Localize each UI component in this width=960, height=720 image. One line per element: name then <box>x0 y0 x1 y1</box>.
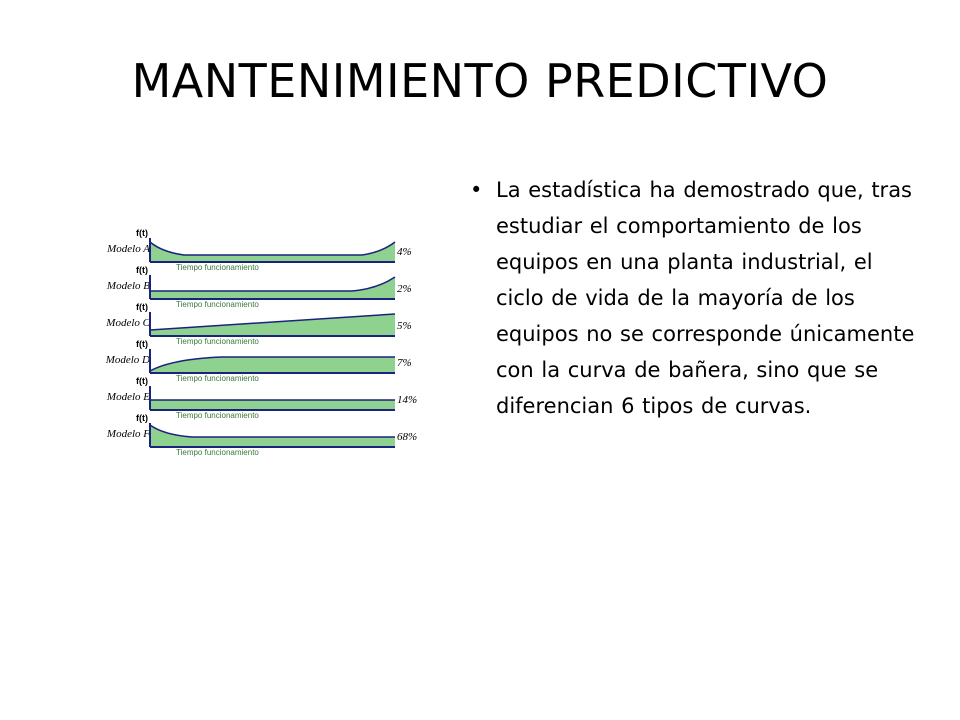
bullet-dot-icon: • <box>470 178 483 202</box>
ft-axis-label: f(t) <box>136 376 148 386</box>
axis-caption: Tiempo funcionamiento <box>176 337 259 346</box>
ft-axis-label: f(t) <box>136 339 148 349</box>
ft-axis-label: f(t) <box>136 228 148 238</box>
model-e-percent: 14% <box>397 394 418 406</box>
axis-caption: Tiempo funcionamiento <box>176 411 259 420</box>
ft-axis-label: f(t) <box>136 302 148 312</box>
model-a-label: Modelo A <box>107 243 150 255</box>
axis-caption: Tiempo funcionamiento <box>176 263 259 272</box>
bullet-text: La estadística ha demostrado que, tras estudiar el comportamiento de los equipos en una planta industrial, el ciclo de vida de la mayoría de los equipos no se corresponde únicamente con la curva de bañera, sino que se diferencian 6 tipos de curvas. <box>496 178 915 418</box>
failure-curves-figure <box>92 228 432 460</box>
model-c-percent: 5% <box>397 320 412 332</box>
model-d-percent: 7% <box>397 357 412 369</box>
model-c-label: Modelo C <box>106 317 150 329</box>
model-f-row <box>92 413 432 457</box>
axis-caption: Tiempo funcionamiento <box>176 374 259 383</box>
model-f-label: Modelo F <box>106 428 150 440</box>
axis-caption: Tiempo funcionamiento <box>176 448 259 457</box>
model-f-percent: 68% <box>397 431 418 443</box>
model-a-percent: 4% <box>397 246 412 258</box>
model-b-label: Modelo B <box>106 280 150 292</box>
ft-axis-label: f(t) <box>136 265 148 275</box>
slide-title: MANTENIMIENTO PREDICTIVO <box>131 54 829 108</box>
axis-caption: Tiempo funcionamiento <box>176 300 259 309</box>
model-e-label: Modelo E <box>106 391 150 403</box>
model-d-label: Modelo D <box>105 354 150 366</box>
model-b-percent: 2% <box>397 283 412 295</box>
ft-axis-label: f(t) <box>136 413 148 423</box>
model-f-curve <box>92 419 432 457</box>
bullet-paragraph <box>470 172 916 424</box>
